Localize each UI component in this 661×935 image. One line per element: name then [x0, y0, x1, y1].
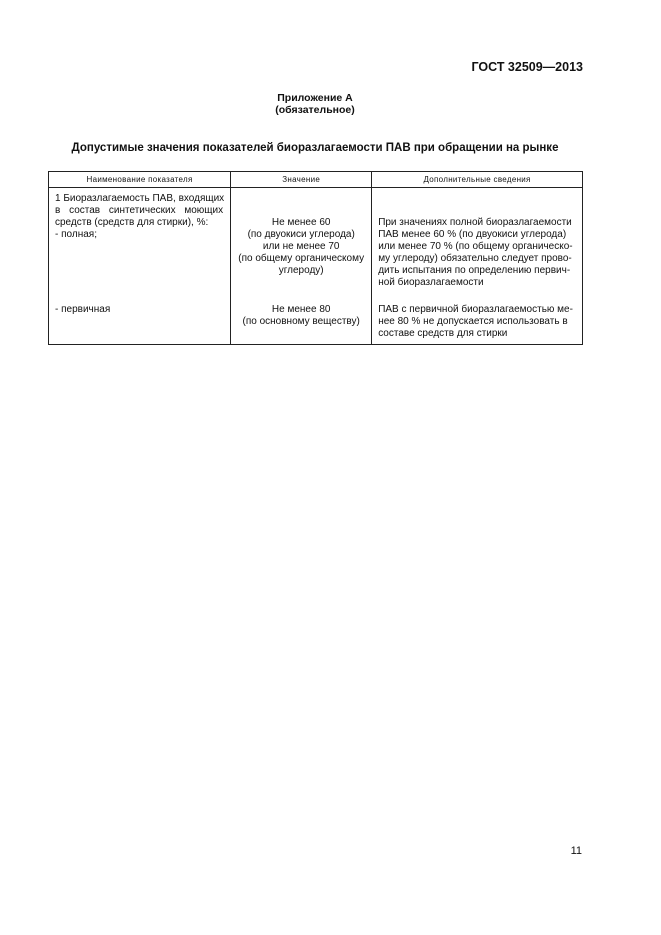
cell-line: При значениях полной биоразлагаемости: [378, 217, 572, 228]
table-header-row: [49, 172, 583, 188]
cell-line: 1 Биоразлагаемость ПАВ, входящих: [55, 193, 225, 204]
column-header-additional-info: Дополнительные сведения: [372, 172, 583, 188]
cell-line: - первичная: [55, 304, 111, 315]
cell-line: составе средств для стирки: [378, 328, 508, 339]
annex-status: (обязательное): [275, 104, 355, 116]
indicator-cell: [49, 299, 231, 345]
cell-line: углероду): [278, 265, 324, 276]
column-header-indicator: Наименование показателя: [49, 172, 231, 188]
cell-line: в состав синтетических моющих: [55, 205, 224, 216]
table-row: [49, 299, 583, 345]
biodegradability-table: [48, 171, 583, 345]
value-cell: [231, 188, 372, 300]
cell-line: средств (средств для стирки), %:: [55, 217, 209, 228]
additional-info-cell: [372, 299, 583, 345]
table-heading: Допустимые значения показателей биоразлагаемости ПАВ при обращении на рынке: [71, 142, 559, 154]
cell-line: ной биоразлагаемости: [378, 277, 484, 288]
additional-info-cell: [372, 188, 583, 300]
annex-label: Приложение А: [277, 92, 353, 104]
value-cell: [231, 299, 372, 345]
cell-line: (по общему органическому: [238, 253, 365, 264]
page-number: 11: [570, 845, 582, 857]
cell-line: - полная;: [55, 229, 97, 240]
cell-line: му углероду) обязательно следует прово-: [378, 253, 572, 264]
table-row: [49, 188, 583, 300]
cell-line: Не менее 80: [271, 304, 331, 315]
cell-line: ПАВ менее 60 % (по двуокиси углерода): [378, 229, 567, 240]
cell-line: или не менее 70: [262, 241, 340, 252]
column-header-value: Значение: [231, 172, 372, 188]
cell-line: дить испытания по определению первич-: [378, 265, 571, 276]
annex-title: [0, 92, 630, 116]
cell-line: нее 80 % не допускается использовать в: [378, 316, 568, 327]
cell-line: ПАВ с первичной биоразлагаемостью ме-: [378, 304, 573, 315]
cell-line: или менее 70 % (по общему органическо-: [378, 241, 573, 252]
indicator-cell: [49, 188, 231, 300]
document-code: ГОСТ 32509—2013: [471, 60, 583, 74]
cell-line: Не менее 60: [271, 217, 331, 228]
cell-line: (по основному веществу): [242, 316, 360, 327]
cell-line: (по двуокиси углерода): [247, 229, 355, 240]
